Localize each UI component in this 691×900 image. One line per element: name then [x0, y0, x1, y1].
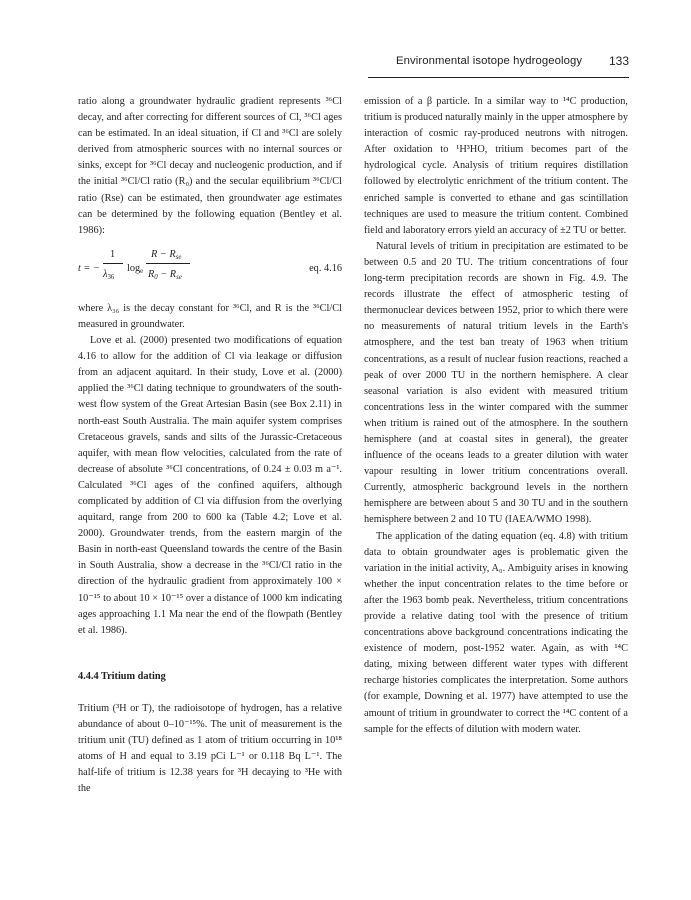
eq-denominator: $R_0 - R_{se}$: [148, 268, 182, 281]
eq-log: $\log_e$: [127, 262, 144, 275]
right-paragraph-1: emission of a β particle. In a similar way to ¹⁴C production, tritium is produced naturally mainly in the upper atmosphere by interaction of cosmic ray-produced neutrons with nitrogen. After oxidation to ¹H³HO, tritium becomes part of the hydrological cycle. Analysis of tritium requires distillation followed by electrolytic enrichment of the tritium content. The enriched sample is converted to ethane and gas scintillation techniques are used to measure the tritium content. Combined field and laboratory errors yield an accuracy of ±2 TU or better.: [364, 96, 628, 236]
eq-label: eq. 4.16: [309, 262, 342, 274]
right-paragraph-3: The application of the dating equation (eq. 4.8) with tritium data to obtain groundwater ages is problematic given the variation in the initial activity, A₀. Ambiguity arises in knowing whether the input concentration relates to the time before or after the 1963 bomb peak. Nevertheless, tritium concentrations provide a relative dating tool with the presence of tritium concentrations above background concentrations indicating the existence of modern, post-1952 water. Again, as with ¹⁴C dating, mixing between different water types with different recharge histories complicates the interpretation. Some authors (for example, Downing et al. 1977) have attempted to use the amount of tritium in groundwater to correct the ¹⁴C content of a sample for the effects of dilution with modern water.: [364, 530, 628, 735]
eq-one: 1: [110, 248, 116, 260]
left-paragraph-2: where λ₃₆ is the decay constant for ³⁶Cl, and R is the ³⁶Cl/Cl measured in groundwater.: [78, 302, 342, 330]
header-rule: [368, 77, 629, 78]
left-paragraph-1: ratio along a groundwater hydraulic gradient represents ³⁶Cl decay, and after correcting for different sources of Cl, ³⁶Cl ages can be estimated. In an ideal situation, if Cl and ³⁶Cl are solely derived from atmospheric sources with no internal sources or sinks, except for ³⁶Cl decay and nucleogenic production, and if the initial ³⁶Cl/Cl ratio (R₀) and the secular equilibrium ³⁶Cl/Cl ratio (Rse) can be estimated, then groundwater age estimates can be determined by the following equation (Bentley et al. 1986):: [78, 96, 342, 236]
eq-fraction-bar-1: [103, 263, 123, 264]
eq-lambda: $\lambda_{36}$: [103, 268, 115, 281]
eq-fraction-bar-2: [146, 263, 190, 264]
eq-numerator: $R - R_{se}$: [151, 248, 182, 261]
right-paragraph-2: Natural levels of tritium in precipitation are estimated to be between 0.5 and 20 TU. The tritium concentrations of four long-term precipitation records are shown in Fig. 4.9. The records illustrate the effect of atmospheric testing of thermonuclear devices between 1952, prior to which there were no measurements of natural tritium levels in the Earth's atmosphere, and the test ban treaty of 1963 when tritium concentrations, as a result of nuclear fusion reactions, reached a peak of over 2000 TU in the northern hemisphere. A clear seasonal variation is also evident with measured tritium concentrations less in the winter compared with the summer when tritium is rained out of the atmosphere. In the southern hemisphere (and at coastal sites in general), the greater influence of the oceans leads to a greater dilution with water vapour resulting in lower tritium concentrations overall. Currently, atmospheric background levels in the northern hemisphere are between about 5 and 30 TU and in the southern hemisphere between 2 and 10 TU (IAEA/WMO 1998).: [364, 240, 628, 526]
running-header-title: Environmental isotope hydrogeology: [396, 55, 583, 67]
right-column: [364, 94, 628, 738]
eq-t-equals: t = −: [78, 262, 100, 274]
left-paragraph-3: Love et al. (2000) presented two modifications of equation 4.16 to allow for the addition of Cl via leakage or diffusion from an adjacent aquitard. In their study, Love et al. (2000) applied the ³⁶Cl dating technique to groundwaters of the south-west flow system of the Great Artesian Basin (see Box 2.11) in north-east South Australia. The main aquifer system comprises Cretaceous gravels, sands and silts of the Jurassic-Cretaceous aquifer, with mean flow velocities, calculated from the rate of decrease of absolute ³⁶Cl concentrations, of 0.24 ± 0.03 m a⁻¹. Calculated ³⁶Cl ages of the confined aquifers, although complicated by addition of Cl via diffusion from the overlying aquitard, range from 200 to 600 ka (Table 4.2; Love et al. 2000). Groundwater trends, from the eastern margin of the Basin in north-east Queensland towards the centre of the Basin in South Australia, show a decrease in the ³⁶Cl/Cl ratio in the direction of the hydraulic gradient from approximately 100 × 10⁻¹⁵ to about 10 × 10⁻¹⁵ over a distance of 1000 km indicating ages approaching 1.1 Ma near the end of the flowpath (Bentley et al. 1986).: [78, 335, 342, 636]
page-number: 133: [608, 54, 629, 68]
left-paragraph-4: Tritium (³H or T), the radioisotope of hydrogen, has a relative abundance of about 0–10⁻¹⁵%. The unit of measurement is the tritium unit (TU) defined as 1 atom of tritium occurring in 10¹⁸ atoms of H and equal to 3.19 pCi L⁻¹ or 0.118 Bq L⁻¹. The half-life of tritium is 12.38 years for ³H decaying to ³He with the: [78, 702, 342, 795]
equation-4-16: [78, 245, 342, 297]
section-heading: 4.4.4 Tritium dating: [78, 670, 166, 682]
left-column: [78, 94, 342, 797]
running-header: [368, 40, 629, 78]
